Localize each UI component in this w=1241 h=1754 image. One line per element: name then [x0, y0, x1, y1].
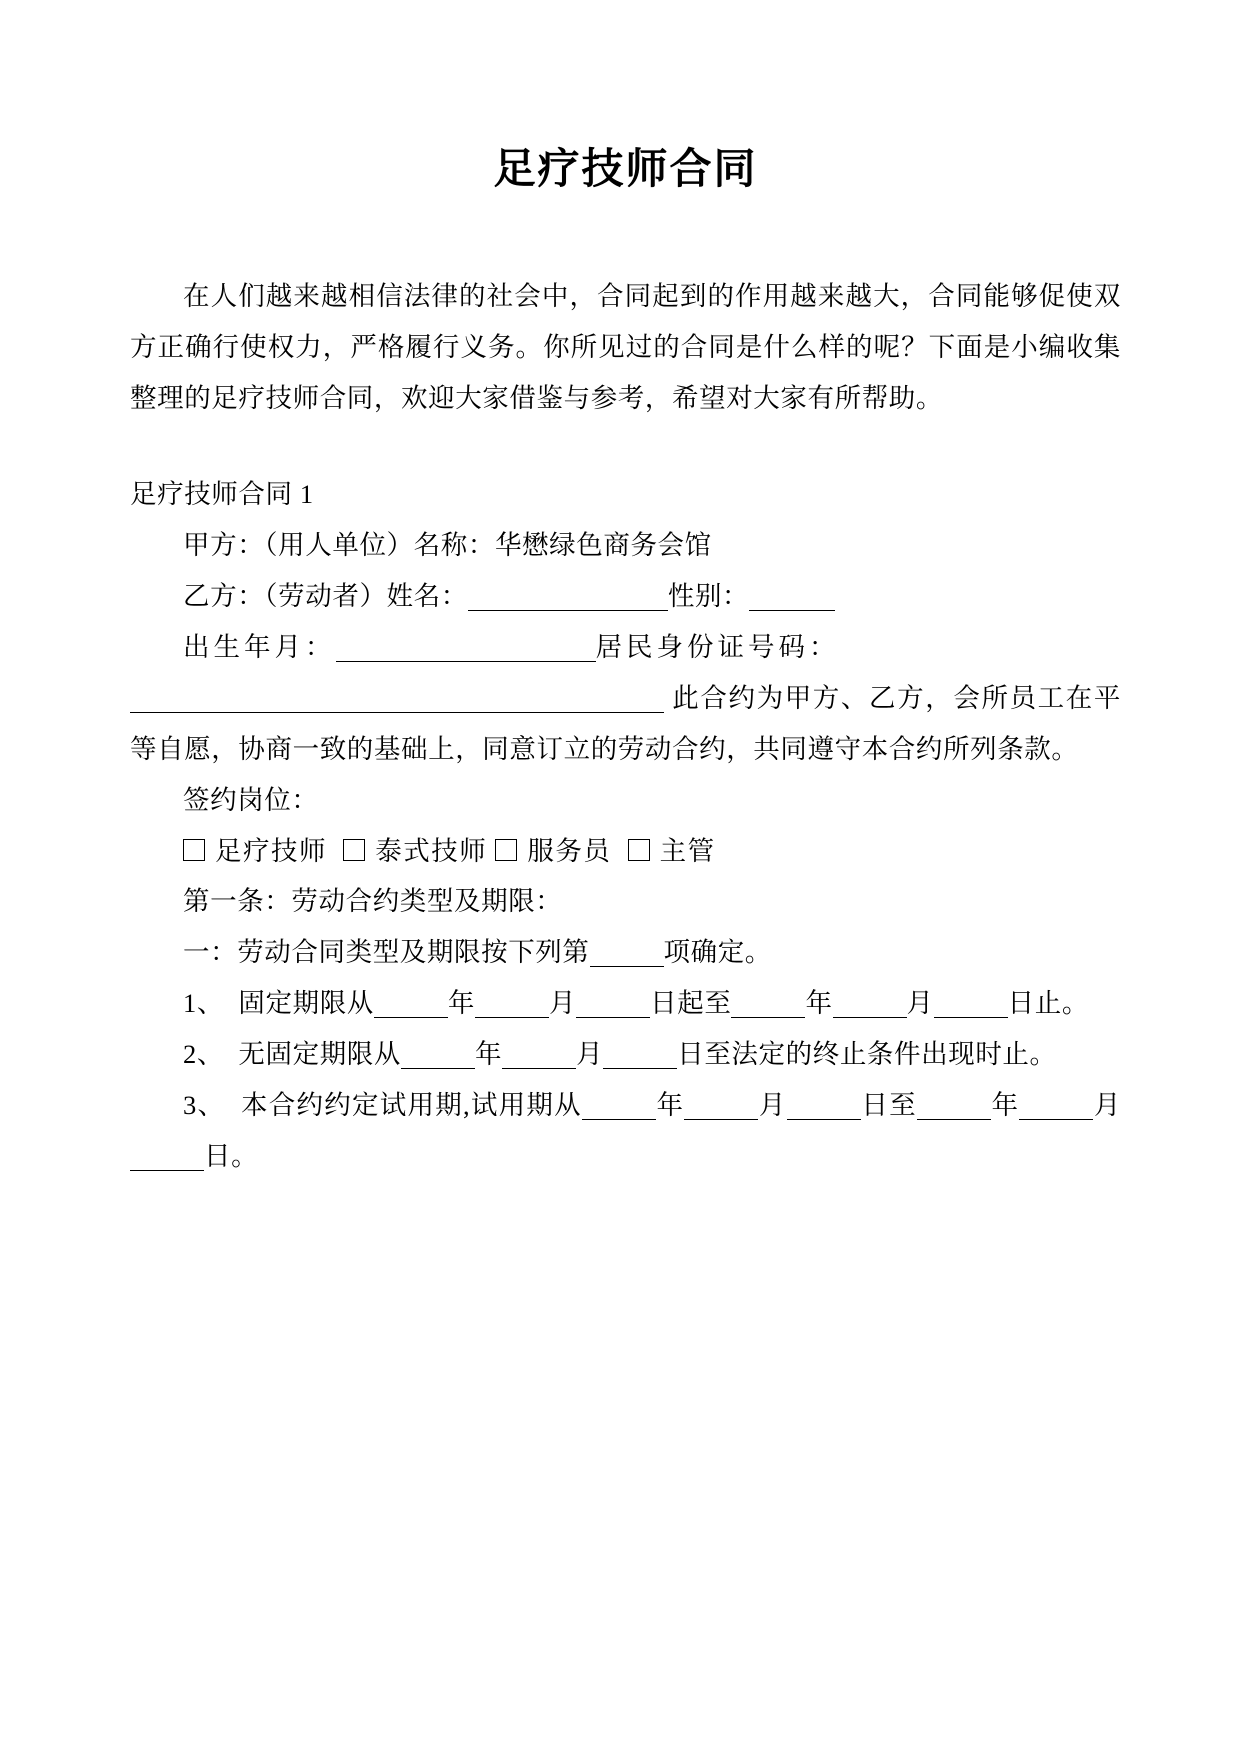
party-b-label: 乙方：（劳动者）姓名：: [183, 581, 468, 612]
item-1-month2-label: 月: [906, 988, 934, 1019]
party-a-line: [130, 520, 1121, 571]
birth-label: 出生年月：: [183, 632, 336, 663]
id-blank-line: [130, 673, 1121, 775]
item-3-month-blank: [684, 1086, 758, 1120]
item-3-year2-label: 年: [990, 1089, 1020, 1120]
item-one-suffix: 项确定。: [663, 937, 772, 968]
item-2-text: 无固定期限从: [238, 1039, 402, 1070]
item-2-day-blank: [603, 1035, 677, 1069]
gender-label: 性别：: [667, 581, 750, 612]
item-1-year2-label: 年: [805, 988, 833, 1019]
item-3-day2-blank: [130, 1137, 204, 1171]
checkbox-waiter[interactable]: [495, 839, 517, 861]
item-2-number: 2、: [183, 1039, 224, 1070]
item-1-day2-blank: [934, 984, 1008, 1018]
item-3-line: [130, 1080, 1121, 1182]
page-title: 足疗技师合同: [493, 144, 758, 193]
gender-blank: [749, 577, 835, 611]
item-3-year-blank: [582, 1086, 656, 1120]
item-1-text: 固定期限从: [238, 988, 374, 1019]
item-3-month-label: 月: [758, 1089, 787, 1120]
item-1-line: [130, 978, 1121, 1029]
checkbox-label-supervisor: 主管: [659, 835, 716, 866]
party-a-text: 甲方：（用人单位）名称：华懋绿色商务会馆: [183, 530, 712, 561]
item-1-month2-blank: [833, 984, 907, 1018]
party-b-line: [130, 571, 1121, 622]
item-1-day2-label: 日止。: [1007, 988, 1089, 1019]
item-2-year-label: 年: [475, 1039, 503, 1070]
item-3-text: 本合约约定试用期,试用期从: [241, 1089, 582, 1120]
item-1-year-blank: [374, 984, 448, 1018]
item-3-day2-label: 日。: [204, 1140, 259, 1171]
item-1-year-label: 年: [447, 988, 476, 1019]
name-blank: [468, 577, 668, 611]
item-3-day-blank: [787, 1086, 861, 1120]
intro-text: 在人们越来越相信法律的社会中，合同起到的作用越来越大，合同能够促使双方正确行使权力，严格履行义务。你所见过的合同是什么样的呢？下面是小编收集整理的足疗技师合同，欢迎大家借鉴与参考，希望对大家有所帮助。: [130, 280, 1121, 413]
birth-id-line: [130, 622, 1121, 673]
section-heading: 足疗技师合同 1: [130, 479, 314, 510]
item-3-year-label: 年: [655, 1089, 685, 1120]
item-1-month-label: 月: [549, 988, 577, 1019]
item-1-year2-blank: [731, 984, 805, 1018]
item-1-month-blank: [475, 984, 549, 1018]
article-one-text: 第一条：劳动合约类型及期限：: [183, 886, 563, 917]
item-2-month-blank: [502, 1035, 576, 1069]
birth-blank: [336, 628, 596, 662]
checkbox-label-foot-therapist: 足疗技师: [215, 835, 327, 866]
checkbox-label-waiter: 服务员: [527, 835, 612, 866]
item-2-day-label: 日至法定的终止条件出现时止。: [677, 1039, 1057, 1070]
item-1-number: 1、: [183, 988, 224, 1019]
item-3-month2-blank: [1019, 1086, 1093, 1120]
checkbox-foot-therapist[interactable]: [183, 839, 205, 861]
agreement-tail-text: 此合约为甲方、乙方，会所员工在平等自愿，协商一致的基础上，同意订立的劳动合约，共同遵守本合约所列条款。: [130, 682, 1121, 764]
item-3-number: 3、: [183, 1089, 226, 1120]
article-one-item-one: [130, 927, 1121, 978]
article-one-heading: [130, 876, 1121, 927]
item-3-day-label: 日至: [860, 1089, 917, 1120]
checkbox-thai-therapist[interactable]: [343, 839, 365, 861]
position-label: 签约岗位：: [183, 784, 319, 815]
item-1-day-blank: [576, 984, 650, 1018]
item-3-month2-label: 月: [1093, 1089, 1121, 1120]
position-label-line: [130, 775, 1121, 826]
item-one-blank: [590, 933, 664, 967]
checkbox-supervisor[interactable]: [628, 839, 650, 861]
item-2-year-blank: [401, 1035, 475, 1069]
item-one-prefix: 一：劳动合同类型及期限按下列第: [183, 937, 590, 968]
contract-body: [130, 520, 1121, 1181]
intro-paragraph: [130, 271, 1121, 424]
position-checkbox-line: [130, 826, 1121, 877]
item-2-line: [130, 1029, 1121, 1080]
item-1-day-label: 日起至: [650, 988, 732, 1019]
checkbox-label-thai-therapist: 泰式技师: [375, 835, 488, 866]
id-label: 居民身份证号码：: [595, 632, 840, 663]
id-blank: [130, 679, 664, 713]
item-2-month-label: 月: [576, 1039, 604, 1070]
item-3-year2-blank: [917, 1086, 991, 1120]
